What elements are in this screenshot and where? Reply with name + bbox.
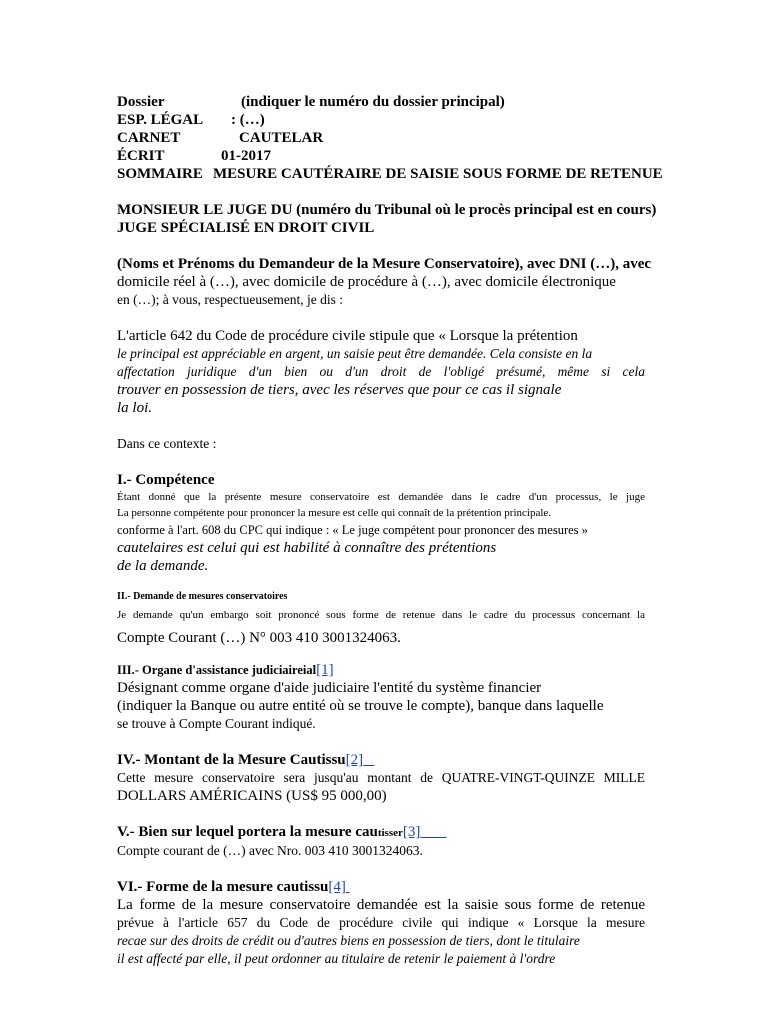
- intro-line-3: en (…); à vous, respectueusement, je dis :: [117, 292, 344, 307]
- section-5-header: [117, 823, 645, 842]
- article-line-5: la loi.: [117, 400, 153, 416]
- section-5-title: V.- Bien sur lequel portera la mesure cau: [117, 824, 378, 840]
- esp-label: ESP. LÉGAL: [117, 112, 204, 128]
- section-6-title: VI.- Forme de la mesure cautissu: [117, 879, 329, 895]
- section-3-line-1: Désignant comme organe d'aide judiciaire l'entité du système financier: [117, 680, 542, 696]
- section-4-line-1: Cette mesure conservatoire sera jusqu'au montant de QUATRE-VINGT-QUINZE MILLE: [117, 770, 645, 785]
- intro-line-2: domicile réel à (…), avec domicile de procédure à (…), avec domicile électronique: [117, 274, 616, 290]
- section-6-line-4: il est affecté par elle, il peut ordonner au titulaire de retenir le paiement à l'ordre: [117, 951, 556, 966]
- address-line-2: JUGE SPÉCIALISÉ EN DROIT CIVIL: [117, 220, 375, 236]
- section-4-title: IV.- Montant de la Mesure Cautissu: [117, 752, 346, 768]
- section-1-line-4: cautelaires est celui qui est habilité à connaître des prétentions: [117, 540, 497, 556]
- sommaire-label: SOMMAIRE: [117, 166, 203, 182]
- dossier-value: (indiquer le numéro du dossier principal): [241, 94, 505, 110]
- document-page: [117, 93, 663, 968]
- section-6-line-1: La forme de la mesure conservatoire demandée est la saisie sous forme de retenue: [117, 897, 645, 913]
- section-1-line-5: de la demande.: [117, 558, 209, 574]
- footnote-link-2-label: [2]: [345, 752, 364, 768]
- ecrit-label: ÉCRIT: [117, 148, 165, 164]
- section-1-title: I.- Compétence: [117, 472, 215, 488]
- header-ecrit: [117, 147, 645, 165]
- section-3-header: [117, 661, 645, 679]
- section-1-line-2: La personne compétente pour prononcer la mesure est celle qui connaît de la prétention principale.: [117, 507, 552, 519]
- section-1-line-3: conforme à l'art. 608 du CPC qui indique : « Le juge compétent pour prononcer des mesures »: [117, 523, 588, 537]
- section-2-line-1: Je demande qu'un embargo soit prononcé sous forme de retenue dans le cadre du processus concernant la: [117, 609, 645, 621]
- footnote-link-4-label: [4]: [328, 879, 346, 895]
- carnet-label: CARNET: [117, 130, 181, 146]
- article-line-4: trouver en possession de tiers, avec les réserves que pour ce cas il signale: [117, 382, 562, 398]
- context-line: Dans ce contexte :: [117, 436, 217, 451]
- footnote-link-1[interactable]: [1]: [316, 662, 334, 678]
- section-6-header: [117, 878, 645, 896]
- footnote-link-3-label: [3]: [402, 824, 421, 840]
- section-2-title: II.- Demande de mesures conservatoires: [117, 591, 288, 602]
- footnote-link-4[interactable]: [328, 879, 349, 895]
- section-3-line-2: (indiquer la Banque ou autre entité où se trouve le compte), banque dans laquelle: [117, 698, 604, 714]
- dossier-label: Dossier: [117, 94, 165, 110]
- section-5-line-1: Compte courant de (…) avec Nro. 003 410 3001324063.: [117, 843, 423, 858]
- footnote-link-2[interactable]: [346, 752, 375, 768]
- intro-line-1: (Noms et Prénoms du Demandeur de la Mesure Conservatoire), avec DNI (…), avec: [117, 256, 652, 272]
- header-dossier: [117, 93, 645, 111]
- section-4-header: [117, 751, 645, 769]
- section-1-line-1: Étant donné que la présente mesure conservatoire est demandée dans le cadre d'un processus, le juge: [117, 491, 645, 503]
- header-sommaire: [117, 165, 663, 183]
- article-line-3: affectation juridique d'un bien ou d'un droit de l'obligé présumé, même si cela: [117, 364, 645, 379]
- sommaire-value: MESURE CAUTÉRAIRE DE SAISIE SOUS FORME DE RETENUE: [213, 166, 663, 182]
- section-5-title-small: tisser: [377, 827, 403, 839]
- article-line-2: le principal est appréciable en argent, un saisie peut être demandée. Cela consiste en la: [117, 346, 593, 361]
- footnote-link-3[interactable]: [403, 824, 447, 840]
- carnet-value: CAUTELAR: [239, 130, 324, 146]
- esp-value: : (…): [231, 112, 265, 128]
- section-2-line-2: Compte Courant (…) N° 003 410 3001324063.: [117, 630, 401, 646]
- section-6-line-2: prévue à l'article 657 du Code de procédure civile qui indique « Lorsque la mesure: [117, 915, 645, 930]
- header-carnet: [117, 129, 645, 147]
- section-3-line-3: se trouve à Compte Courant indiqué.: [117, 716, 316, 731]
- ecrit-value: 01-2017: [221, 148, 271, 164]
- section-4-line-2: DOLLARS AMÉRICAINS (US$ 95 000,00): [117, 788, 387, 804]
- address-line-1: MONSIEUR LE JUGE DU (numéro du Tribunal où le procès principal est en cours): [117, 202, 657, 218]
- article-line-1: L'article 642 du Code de procédure civile stipule que « Lorsque la prétention: [117, 328, 578, 344]
- section-3-title: III.- Organe d'assistance judiciaireial: [117, 663, 317, 677]
- section-6-line-3: recae sur des droits de crédit ou d'autres biens en possession de tiers, dont le titulaire: [117, 933, 580, 948]
- header-esp: [117, 111, 645, 129]
